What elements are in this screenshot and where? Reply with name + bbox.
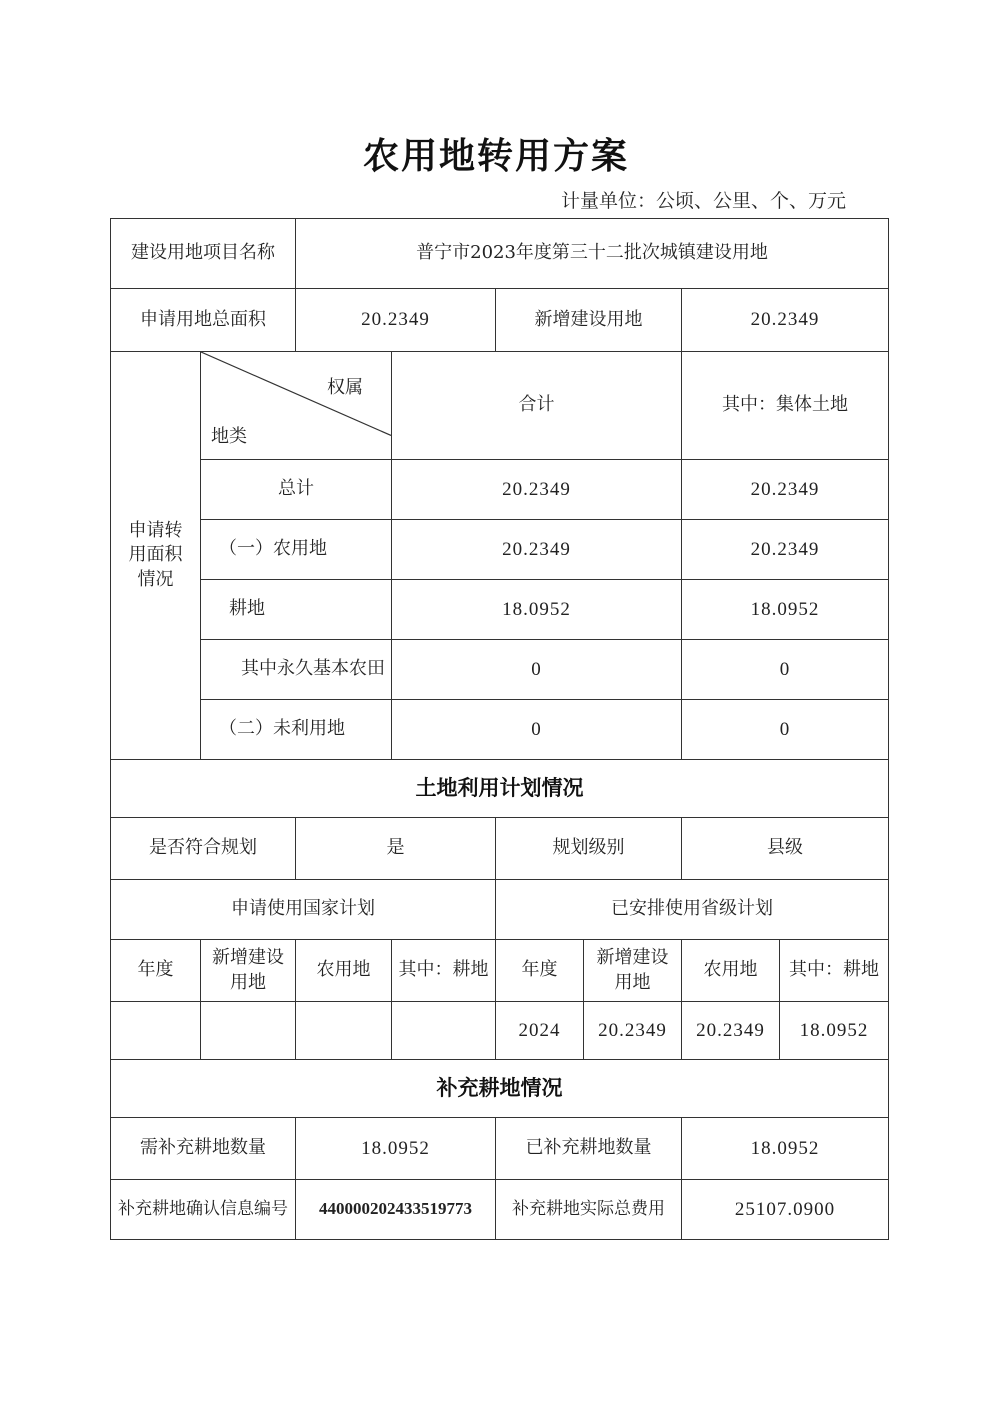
table-row bbox=[111, 700, 889, 760]
plan-section-title: 土地利用计划情况 bbox=[111, 760, 889, 818]
row-collective-value: 0 bbox=[682, 640, 889, 700]
row-label-unused-land: （二）未利用地 bbox=[201, 700, 392, 760]
total-area-value: 20.2349 bbox=[296, 289, 496, 352]
done-supplement-value: 18.0952 bbox=[682, 1118, 889, 1180]
provincial-cultivated-header: 其中：耕地 bbox=[780, 940, 889, 1002]
national-year-header: 年度 bbox=[111, 940, 201, 1002]
row-label-cultivated: 耕地 bbox=[201, 580, 392, 640]
supplement-section-title: 补充耕地情况 bbox=[111, 1060, 889, 1118]
actual-cost-label: 补充耕地实际总费用 bbox=[496, 1180, 682, 1240]
national-year-value bbox=[111, 1002, 201, 1060]
row-label-total: 总计 bbox=[201, 460, 392, 520]
national-plan-label: 申请使用国家计划 bbox=[111, 880, 496, 940]
ownership-header: 权属 bbox=[327, 377, 363, 398]
supplement-section-row bbox=[111, 1060, 889, 1118]
area-row bbox=[111, 289, 889, 352]
measurement-unit: 计量单位：公顷、公里、个、万元 bbox=[560, 190, 846, 212]
conversion-header-row bbox=[111, 352, 889, 460]
table-row bbox=[111, 520, 889, 580]
plan-level-value: 县级 bbox=[682, 818, 889, 880]
project-value: 普宁市2023年度第三十二批次城镇建设用地 bbox=[296, 219, 889, 289]
need-supplement-value: 18.0952 bbox=[296, 1118, 496, 1180]
table-row bbox=[111, 580, 889, 640]
actual-cost-value: 25107.0900 bbox=[682, 1180, 889, 1240]
national-new-header: 新增建设用地 bbox=[201, 940, 296, 1002]
provincial-new-value: 20.2349 bbox=[584, 1002, 682, 1060]
need-supplement-label: 需补充耕地数量 bbox=[111, 1118, 296, 1180]
conform-label: 是否符合规划 bbox=[111, 818, 296, 880]
row-total-value: 20.2349 bbox=[392, 460, 682, 520]
plan-category-row bbox=[111, 880, 889, 940]
row-total-value: 0 bbox=[392, 640, 682, 700]
row-label-farmland: （一）农用地 bbox=[201, 520, 392, 580]
confirmation-code-label: 补充耕地确认信息编号 bbox=[111, 1180, 296, 1240]
row-collective-value: 20.2349 bbox=[682, 460, 889, 520]
new-construction-value: 20.2349 bbox=[682, 289, 889, 352]
plan-conform-row bbox=[111, 818, 889, 880]
plan-values-row bbox=[111, 1002, 889, 1060]
confirmation-code-value: 440000202433519773 bbox=[296, 1180, 496, 1240]
provincial-year-header: 年度 bbox=[496, 940, 584, 1002]
row-collective-value: 0 bbox=[682, 700, 889, 760]
provincial-plan-label: 已安排使用省级计划 bbox=[496, 880, 889, 940]
collective-column-header: 其中：集体土地 bbox=[682, 352, 889, 460]
supplement-info-row bbox=[111, 1180, 889, 1240]
supplement-quantity-row bbox=[111, 1118, 889, 1180]
land-conversion-table bbox=[110, 218, 889, 1240]
plan-columns-row bbox=[111, 940, 889, 1002]
plan-section-row bbox=[111, 760, 889, 818]
diagonal-header-cell bbox=[201, 352, 392, 460]
conversion-side-label: 申请转用面积情况 bbox=[111, 352, 201, 760]
provincial-farm-header: 农用地 bbox=[682, 940, 780, 1002]
row-collective-value: 20.2349 bbox=[682, 520, 889, 580]
project-row bbox=[111, 219, 889, 289]
row-total-value: 0 bbox=[392, 700, 682, 760]
row-total-value: 18.0952 bbox=[392, 580, 682, 640]
new-construction-label: 新增建设用地 bbox=[496, 289, 682, 352]
provincial-year-value: 2024 bbox=[496, 1002, 584, 1060]
plan-level-label: 规划级别 bbox=[496, 818, 682, 880]
land-type-header: 地类 bbox=[211, 425, 247, 447]
row-total-value: 20.2349 bbox=[392, 520, 682, 580]
total-area-label: 申请用地总面积 bbox=[111, 289, 296, 352]
national-cultivated-value bbox=[392, 1002, 496, 1060]
page-title: 农用地转用方案 bbox=[362, 136, 629, 177]
national-farm-header: 农用地 bbox=[296, 940, 392, 1002]
table-row bbox=[111, 460, 889, 520]
national-cultivated-header: 其中：耕地 bbox=[392, 940, 496, 1002]
provincial-new-header: 新增建设用地 bbox=[584, 940, 682, 1002]
row-collective-value: 18.0952 bbox=[682, 580, 889, 640]
national-farm-value bbox=[296, 1002, 392, 1060]
provincial-farm-value: 20.2349 bbox=[682, 1002, 780, 1060]
row-label-basic-farmland: 其中永久基本农田 bbox=[201, 640, 392, 700]
done-supplement-label: 已补充耕地数量 bbox=[496, 1118, 682, 1180]
conform-value: 是 bbox=[296, 818, 496, 880]
total-column-header: 合计 bbox=[392, 352, 682, 460]
table-row bbox=[111, 640, 889, 700]
project-label: 建设用地项目名称 bbox=[111, 219, 296, 289]
national-new-value bbox=[201, 1002, 296, 1060]
provincial-cultivated-value: 18.0952 bbox=[780, 1002, 889, 1060]
